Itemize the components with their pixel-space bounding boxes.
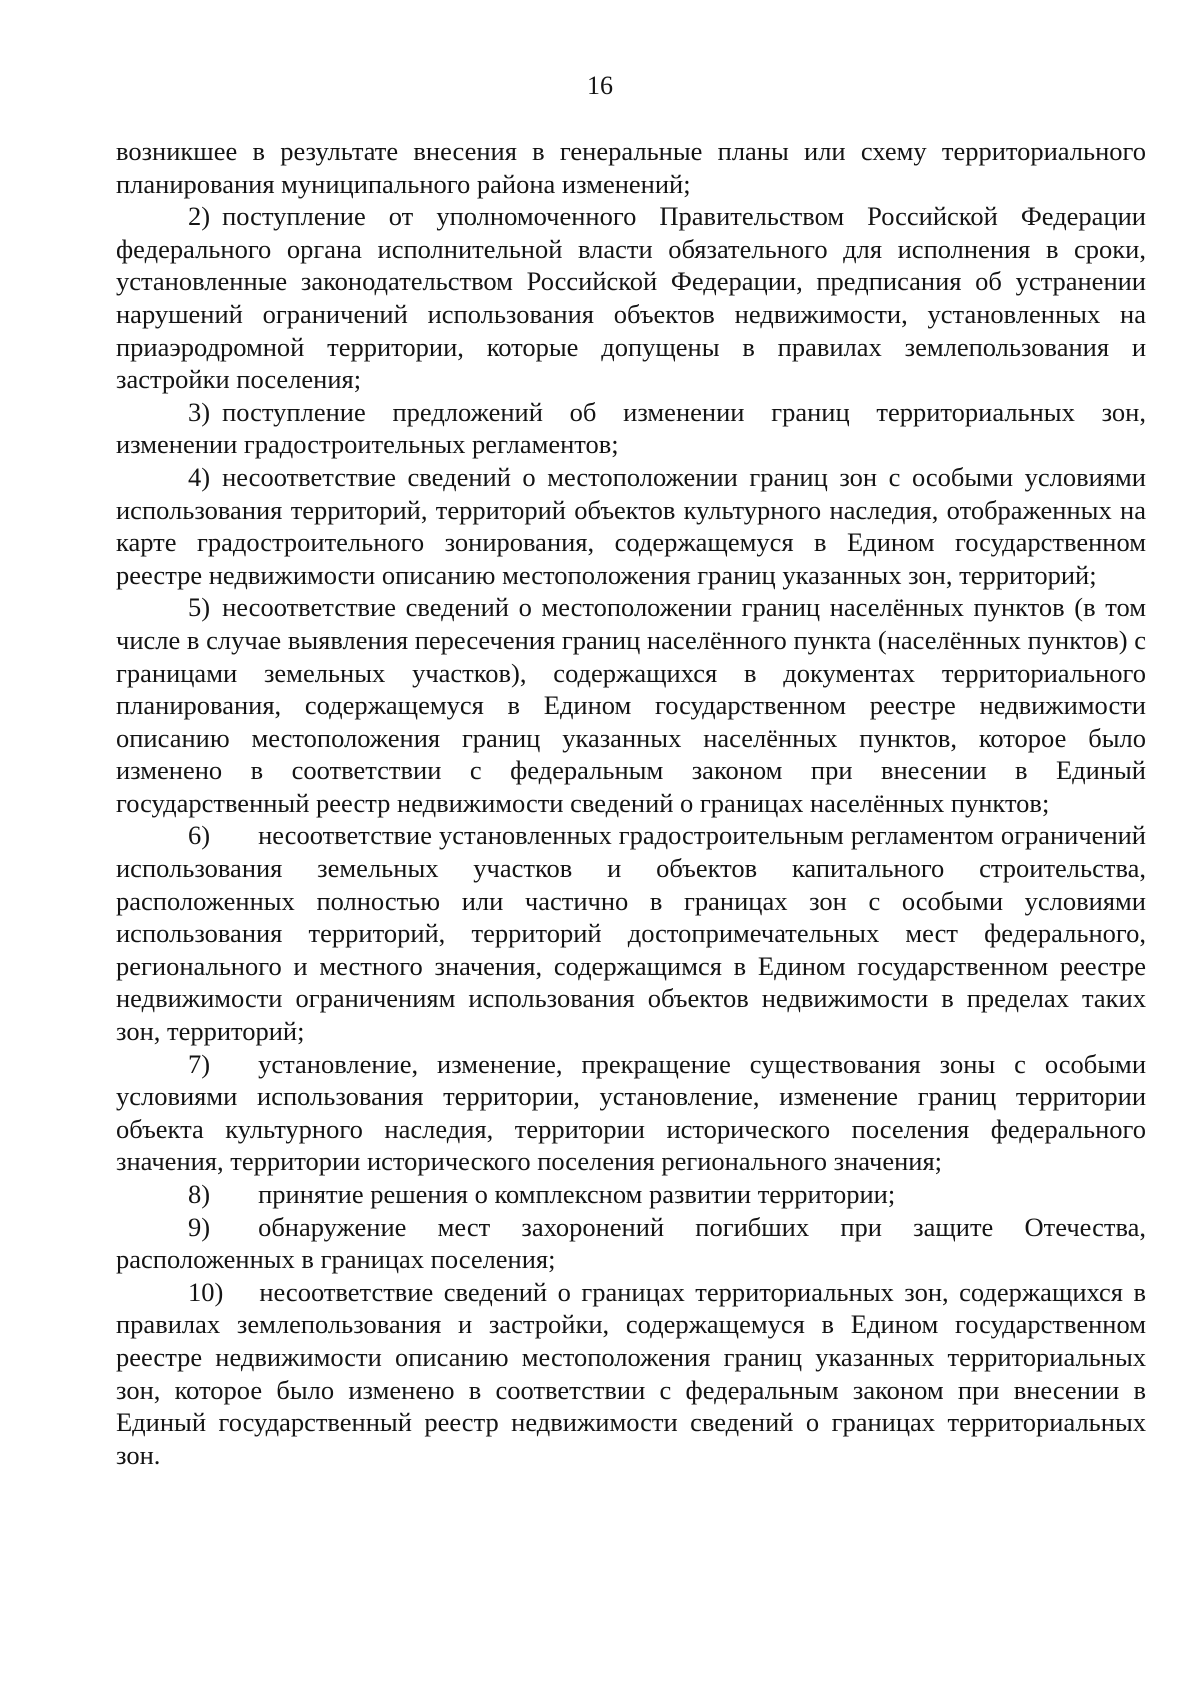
list-item-text: установление, изменение, прекращение существования зоны с особыми условиями использования территории, установление, изменение границ территории объекта культурного наследия, территории исторического поселения федерального значения, территории исторического поселения регионального значения; [116, 1048, 1146, 1177]
paragraph-continuation [116, 135, 1146, 200]
list-item-text: несоответствие сведений о местоположении границ населённых пунктов (в том числе в случае выявления пересечения границ населённого пункта (населённых пунктов) с границами земельных участков), содержащихся в документах территориального планирования, содержащемуся в Едином государственном реестре недвижимости описанию местоположения границ указанных населённых пунктов, которое было изменено в соответствии с федеральным законом при внесении в Единый государственный реестр недвижимости сведений о границах населённых пунктов; [116, 592, 1146, 818]
list-item-text: обнаружение мест захоронений погибших при защите Отечества, расположенных в границах поселения; [116, 1211, 1146, 1275]
list-item-9 [116, 1211, 1146, 1276]
page-number: 16 [587, 71, 613, 100]
list-item-text: несоответствие установленных градостроительным регламентом ограничений использования земельных участков и объектов капитального строительства, расположенных полностью или частично в границах зон с особыми условиями использования территорий, территорий достопримечательных мест федерального, регионального и местного значения, содержащимся в Едином государственном реестре недвижимости ограничениям использования объектов недвижимости в пределах таких зон, территорий; [116, 820, 1146, 1047]
list-item-number: 4) [188, 461, 211, 492]
paragraph-text: возникшее в результате внесения в генеральные планы или схему территориального планирования муниципального района изменений; [116, 136, 1146, 199]
list-item-number: 9) [188, 1211, 211, 1242]
list-item-7 [116, 1048, 1146, 1178]
list-item-number: 2) [188, 201, 211, 232]
list-item-6 [116, 819, 1146, 1047]
list-item-3 [116, 396, 1146, 461]
list-item-text: поступление от уполномоченного Правительством Российской Федерации федерального органа исполнительной власти обязательного для исполнения в сроки, установленные законодательством Российской Федерации, предписания об устранении нарушений ограничений использования объектов недвижимости, установленных на приаэродромной территории, которые допущены в правилах землепользования и застройки поселения; [116, 201, 1146, 395]
list-item-number: 5) [188, 592, 211, 623]
document-body [116, 135, 1146, 1471]
list-item-text: поступление предложений об изменении границ территориальных зон, изменении градостроительных регламентов; [116, 396, 1146, 460]
list-item-number: 7) [188, 1048, 211, 1079]
list-item-5 [116, 591, 1146, 819]
list-item-text: принятие решения о комплексном развитии территории; [258, 1179, 896, 1209]
list-item-4 [116, 461, 1146, 591]
list-item-number: 3) [188, 396, 211, 427]
list-item-number: 6) [188, 820, 211, 851]
list-item-text: несоответствие сведений о местоположении границ зон с особыми условиями использования территорий, территорий объектов культурного наследия, отображенных на карте градостроительного зонирования, содержащемуся в Едином государственном реестре недвижимости описанию местоположения границ указанных зон, территорий; [116, 461, 1146, 590]
list-item-number: 10) [188, 1276, 224, 1307]
list-item-number: 8) [188, 1179, 211, 1209]
list-item-text: несоответствие сведений о границах территориальных зон, содержащихся в правилах землепользования и застройки, содержащемуся в Едином государственном реестре недвижимости описанию местоположения границ указанных территориальных зон, которое было изменено в соответствии с федеральным законом при внесении в Единый государственный реестр недвижимости сведений о границах территориальных зон. [116, 1276, 1146, 1470]
list-item-8 [116, 1178, 1146, 1211]
list-item-2 [116, 200, 1146, 396]
list-item-10 [116, 1276, 1146, 1472]
